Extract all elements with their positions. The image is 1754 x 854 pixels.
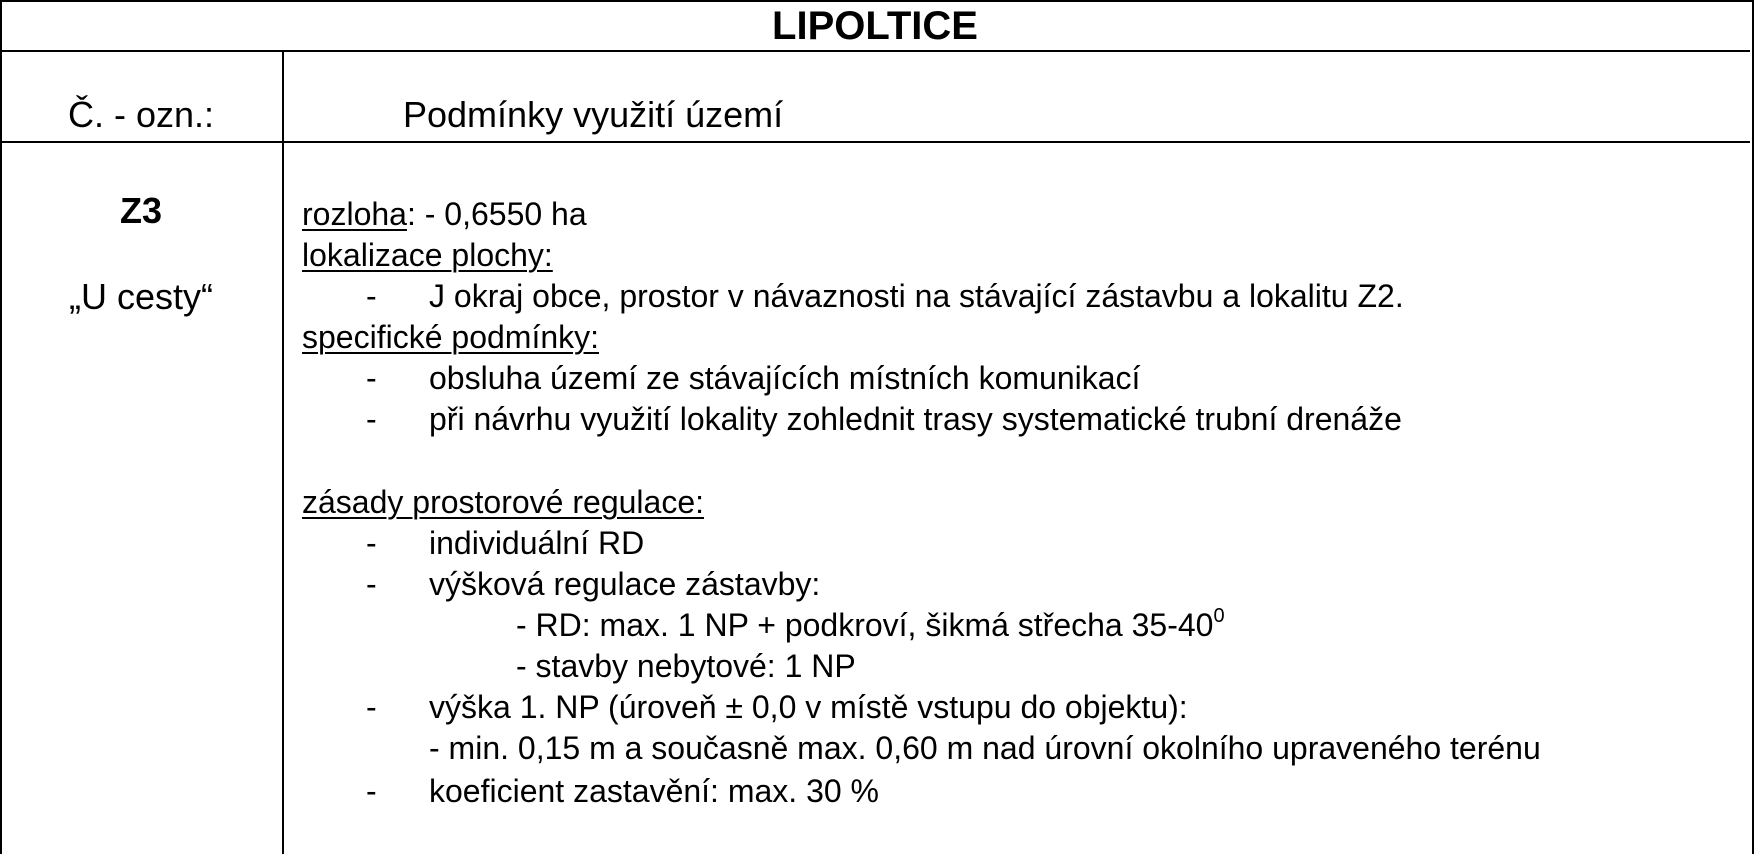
column-header-code: Č. - ozn.: [67,94,215,135]
height-sub-item: - stavby nebytové: 1 NP [516,648,856,684]
area-line [302,194,704,235]
column-divider [282,51,284,854]
location-heading-line [302,235,704,276]
location-item: J okraj obce, prostor v návaznosti na stávající zástavbu a lokalitu Z2. [429,278,1404,314]
conditions-cell [302,194,1541,812]
entry-code: Z3 [119,190,162,231]
title-row [0,0,1750,52]
continuation-line [302,728,1541,769]
column-header-conditions: Podmínky využití území [403,94,784,135]
sub-list-item [302,646,856,687]
height-sub-item: - RD: max. 1 NP + podkroví, šikmá střecha $35-40^0$ [516,605,1225,643]
list-dash: - [366,401,377,437]
list-dash: - [366,689,377,725]
list-dash: - [366,278,377,314]
area-label: rozloha [302,196,407,232]
regulation-item: individuální RD [429,525,645,561]
degree-superscript: 0 [1213,605,1225,627]
list-item [302,523,704,564]
list-dash: - [366,773,377,809]
regulation-item: výška 1. NP (úroveň ± 0,0 v místě vstupu do objektu): [429,689,1188,725]
entry-code-cell [0,190,282,317]
list-item [302,564,821,605]
regulation-item: koeficient zastavění: max. 30 % [429,773,879,809]
list-dash: - [366,360,377,396]
sub-list-item [302,605,1225,646]
list-item [302,358,1141,399]
specific-heading-line [302,317,704,358]
list-dash: - [366,525,377,561]
specific-item: při návrhu využití lokality zohlednit trasy systematické trubní drenáže [429,401,1402,437]
page-title: LIPOLTICE [772,4,978,48]
location-label: lokalizace plochy: [302,237,553,273]
regulation-item: výšková regulace zástavby: [429,566,821,602]
table-header-row [0,51,1750,143]
specific-item: obsluha území ze stávajících místních komunikací [429,360,1141,396]
area-value: : - 0,6550 ha [406,196,587,232]
floor-sub-item: - min. 0,15 m a současně max. 0,60 m nad úrovní okolního upraveného terénu [429,730,1541,766]
specific-label: specifické podmínky: [302,319,600,355]
entry-name: „U cesty“ [69,276,213,317]
list-item [302,276,1404,317]
list-dash: - [366,566,377,602]
regulation-heading-line [302,482,704,523]
regulation-label: zásady prostorové regulace: [302,484,704,520]
list-item [302,399,1402,440]
list-item [302,687,1188,728]
list-item [302,771,879,812]
